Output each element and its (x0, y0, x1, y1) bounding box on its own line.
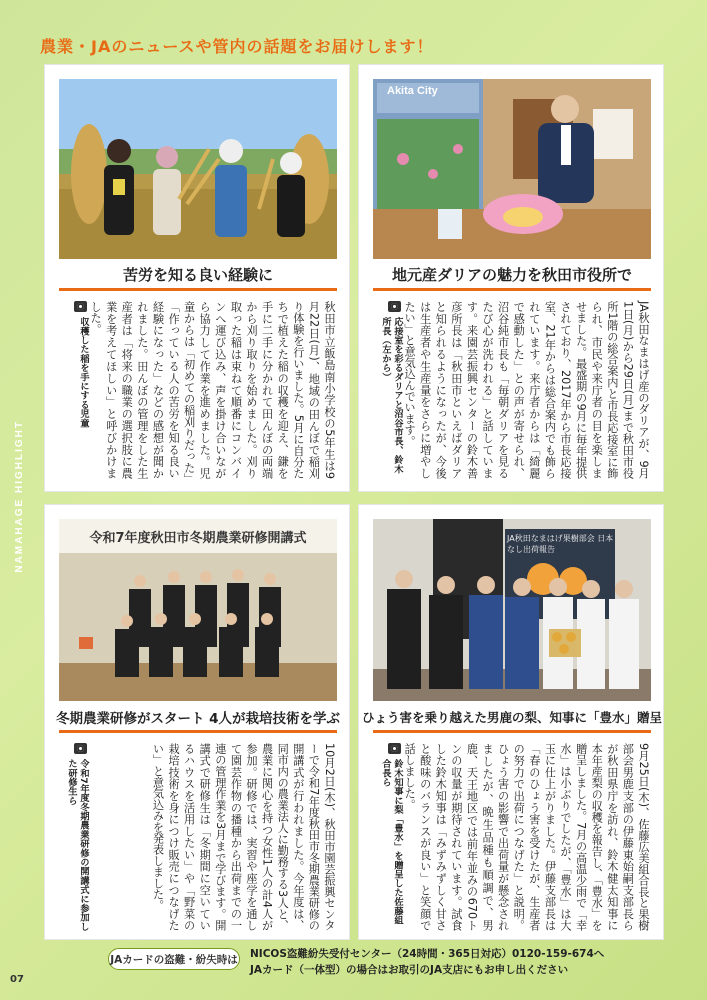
headline: ひょう害を乗り越えた男鹿の梨、知事に「豊水」贈呈 (373, 703, 651, 733)
article-body: 9月25日(木)、佐藤広美組合長と果樹部会男鹿支部の伊藤東始嗣支部長らが秋田県庁を訪れ、鈴木健太知事に本年産梨の収穫を報告し、「豊水」を贈呈しました。7月の高温少雨で「幸水」は小ぶりでしたが、「豊水」は大玉に仕上がりました。伊藤支部長は「春のひょう害を受けたが、生産者の努力で出荷につなげた」と説明。ひょう害の影響で出荷量が懸念されましたが、晩生品種も順調で、男鹿、天王地区では前年並みの670トンの収量が期待されています。試食した鈴木知事は「みずみずしく甘さと酸味のバランスが良い」と笑顔で話しました。 (403, 743, 650, 931)
photo-winter-training (59, 519, 337, 701)
photo-sign-training-ceremony: 令和7年度秋田市冬期農業研修開講式 (89, 531, 307, 546)
article-card-dahlia (358, 64, 664, 492)
photo-sign-akita-city: Akita City (387, 85, 438, 97)
page-number: 07 (10, 974, 24, 985)
photo-rice-harvest (59, 79, 337, 259)
caption-text: 応接室を彩るダリアと沼谷市長、鈴木所長（左から） (380, 317, 403, 474)
camera-icon (74, 301, 87, 312)
photo-caption (373, 301, 405, 481)
photo-pear (373, 519, 651, 701)
article-card-pear (358, 504, 664, 940)
article-body: 10月2日(木)、秋田市園芸振興センターで令和7年度秋田市冬期農業研修の開講式が行われました。今年度は、同市内の農業法人に勤務する3人と、農業に関心を持つ女性1人の計4人が参加。研修では、実習や座学を通して園芸作物の播種から出荷までの一連の管理作業を3月まで学びます。開講式で研修生は「冬期間に空いているハウスを活用したい」や「野菜の栽培技術を身につけ販売につなげたい」と意気込みを発表しました。 (151, 743, 336, 931)
footer-line-2: JAカード（一体型）の場合はお取引のJA支店にもお申し出ください (250, 964, 569, 976)
photo-sign-pear-report: JA秋田なまはげ果樹部会 日本なし出荷報告 (507, 534, 614, 554)
photo-caption (373, 743, 405, 933)
headline: 冬期農業研修がスタート 4人が栽培技術を学ぶ (59, 703, 337, 733)
footer-line-1: NICOS盗難紛失受付センター（24時間・365日対応）0120-159-674へ (250, 948, 605, 960)
page-title: 農業・JAのニュースや管内の話題をお届けします！ (40, 37, 434, 56)
caption-text: 収穫した稲を手にする児童 (78, 317, 89, 428)
headline: 地元産ダリアの魅力を秋田市役所で (373, 261, 651, 291)
caption-text: 令和7年度冬期農業研修の開講式に参加した研修生ら (66, 759, 89, 931)
photo-caption (59, 301, 91, 481)
caption-text: 鈴木知事に梨「豊水」を贈呈した佐藤組合長ら (380, 759, 403, 925)
article-body: 秋田市立飯島南小学校の5年生は9月22日(月)、地域の田んぼで稲刈り体験を行いました。5月に自分たちで植えた稲の収穫を迎え、鎌を手に二手に分かれて田んぼの両端から刈り取りを始めました。刈り取った稲は束ねて順番にコンバインへ運び込み、声を掛け合いながら協力して作業を進めました。児童からは「初めての稲刈りだった」「作っている人の苦労を知る良い経験になった」などの感想が聞かれました。田んぼの管理をした生産者は「将来の職業の選択肢に農業を考えてほしい」と呼びかけました。 (89, 301, 336, 479)
photo-dahlia (373, 79, 651, 259)
article-card-rice-harvest (44, 64, 350, 492)
headline: 苦労を知る良い経験に (59, 261, 337, 291)
photo-caption (59, 743, 91, 933)
camera-icon (388, 743, 401, 754)
camera-icon (388, 301, 401, 312)
side-label: NAMAHAGE HIGHLIGHT (14, 420, 25, 573)
card-theft-pill: JAカードの盗難・紛失時は (108, 948, 240, 970)
article-card-winter-training (44, 504, 350, 940)
article-body: JA秋田なまはげ産のダリアが、9月1日(月)から29日(月)まで秋田市役所1階の総合案内と市長応接室に飾られ、市民や来庁者の目を楽しませました。最盛期の9月に毎年提供されており、2017年から市長応接室、21年からは総合案内でも飾られています。来庁者からは「綺麗で感動した」との声が寄せられ、沼谷純市長も「毎朝ダリアを見るたび心が洗われる」と話しています。来園芸振興センターの鈴木善彦所長は「秋田市といえばダリアと知られるようになったが、今後は生産者や生産量をさらに増やしたい」と意気込んでいます。 (403, 301, 650, 479)
camera-icon (74, 743, 87, 754)
